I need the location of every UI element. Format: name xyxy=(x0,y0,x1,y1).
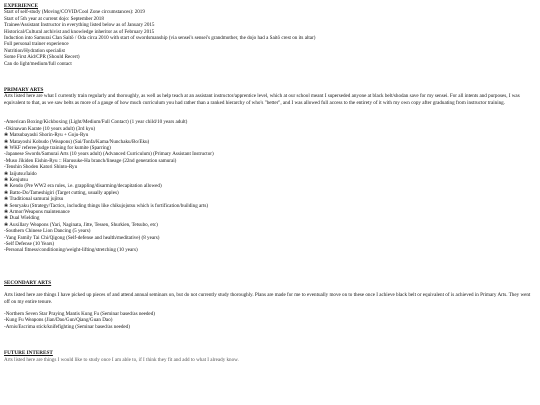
list-item: -Arnis/Escrima stick/knifefighting (Seminar based/as needed) xyxy=(4,323,130,330)
primary-arts-intro: Arts listed here are what I currently train regularly and thoroughly, as well as help teach at an assistant instructor/apprentice level, which at our school meant I superseded anyone at black belt/shodan save for my sensei. For all intents and purposes, I was equivalent to that, as we saw belts as more of a gauge of how much curriculum you had rather than a ranked hierarchy of who's "better", and I was allowed full access to the entirety of it with my own copy after graduating from instructor training. xyxy=(4,93,520,106)
list-item: ❀ Kendo (Pre WW2 era rules, i.e. grappling/disarming/decapitation allowed) xyxy=(4,183,162,190)
list-item: -Southern Chinese Lion Dancing (5 years) xyxy=(4,228,91,235)
list-item: -American Boxing/Kickboxing (Light/Medium/Full Contact) (1 year child/10 years adult) xyxy=(4,119,188,126)
experience-line: Induction into Samurai Clan Saitō / Oda circa 2010 with start of swordsmanship (via sensei's sensei's grandmother, the dojo had a Saitō crest on its altar) xyxy=(4,35,316,42)
secondary-arts-heading: SECONDARY ARTS xyxy=(4,279,52,286)
list-item: ❀ Armor/Weapons maintenance xyxy=(4,208,70,215)
list-item: ❀ Traditional samurai jujitsu xyxy=(4,196,64,203)
list-item: ❀ Auxillary Weapons (Yari, Naginata, Jitte, Tessen, Shurkien, Tetsubo, etc) xyxy=(4,221,158,228)
experience-list xyxy=(4,9,536,67)
primary-arts-heading: PRIMARY ARTS xyxy=(4,87,44,94)
experience-line: Start of self-study (Moving/COVID/Cool Zone circumstances): 2019 xyxy=(4,9,145,16)
experience-heading: EXPERIENCE xyxy=(4,3,39,9)
experience-line: Nutrition/Hydration specialist xyxy=(4,47,65,54)
experience-line: Can do light/medium/full contact xyxy=(4,60,72,67)
experience-line: Full personal trainer experience xyxy=(4,41,69,48)
list-item: ❀ Kenjutsu xyxy=(4,176,28,183)
future-interest-intro: Arts listed here are things I would like to study once I am able to, if I think they fit and add to what I already know. xyxy=(4,356,239,363)
list-item: -Muso Jikiden Eishin-Ryu :: Harusuke-Ha branch/lineage (22nd generation samurai) xyxy=(4,157,177,164)
list-item: -Self Defense (10 Years) xyxy=(4,241,55,247)
list-item: -Northern Seven Star Praying Mantis Kung Fu (Seminar based/as needed) xyxy=(4,311,155,318)
experience-line: Start of 5th year at current dojo: September 2018 xyxy=(4,15,104,22)
list-item: ❀ Matayoshi Kobudo (Weapons) (Sai/Tonfa/Kama/Nunchaku/Bo/Eku) xyxy=(4,138,150,145)
list-item: -Tenshin Shoden Katori Shinto-Ryu xyxy=(4,164,78,171)
list-item: ❀ Batto-Do/Tameshigiri (Target cutting, usually apples) xyxy=(4,189,119,196)
list-item: -Japanese Swords/Samurai Arts (10 years adult) (Advanced Curriculum) (Primary Assistant Instructor) xyxy=(4,151,214,158)
experience-line: Historical/Cultural archivist and knowledge inheritor as of February 2015 xyxy=(4,28,155,35)
list-item: ❀ Iaijutsu/Iaido xyxy=(4,170,37,177)
list-item: ❀ WKF referee/judge training for kumite (Sparring) xyxy=(4,144,111,151)
list-item: -Kung Fu Weapons (Jian/Dao/Gun/Qiang/Guan Dao) xyxy=(4,317,113,324)
list-item: ❀ Dual Wielding xyxy=(4,215,40,222)
list-item: -Okinawan Karate (10 years adult) (3rd kyu) xyxy=(4,125,96,132)
list-item: -Personal fitness/conditioning/weight-lifting/stretching (10 years) xyxy=(4,247,138,254)
list-item: ❀ Senryaku (Strategy/Tactics, including things like chikujojutsu which is fortification/building arts) xyxy=(4,202,209,209)
secondary-arts-intro: Arts listed here are things I have picked up pieces of and attend annual seminars on, but do not currently study thoroughly. Plans are made for me to eventually move on to these once I achieve black belt or equivalent of is achieved in Primary Arts. They went off on my entire tenure. xyxy=(4,292,531,305)
primary-arts-list xyxy=(4,119,536,254)
list-item: -Yang Family Tai Chi/Qigong (Self-defense and health/meditative) (8 years) xyxy=(4,234,160,241)
list-item: ❀ Matsubayashi Shorin-Ryu + Goju-Ryu xyxy=(4,132,89,139)
future-interest-heading: FUTURE INTEREST xyxy=(4,350,53,357)
experience-line: Some First Aid/CPR (Should Recert) xyxy=(4,54,80,61)
secondary-arts-list xyxy=(4,311,536,330)
experience-line: Trainee/Assistant Instructor in everything listed below as of January 2015 xyxy=(4,22,155,29)
